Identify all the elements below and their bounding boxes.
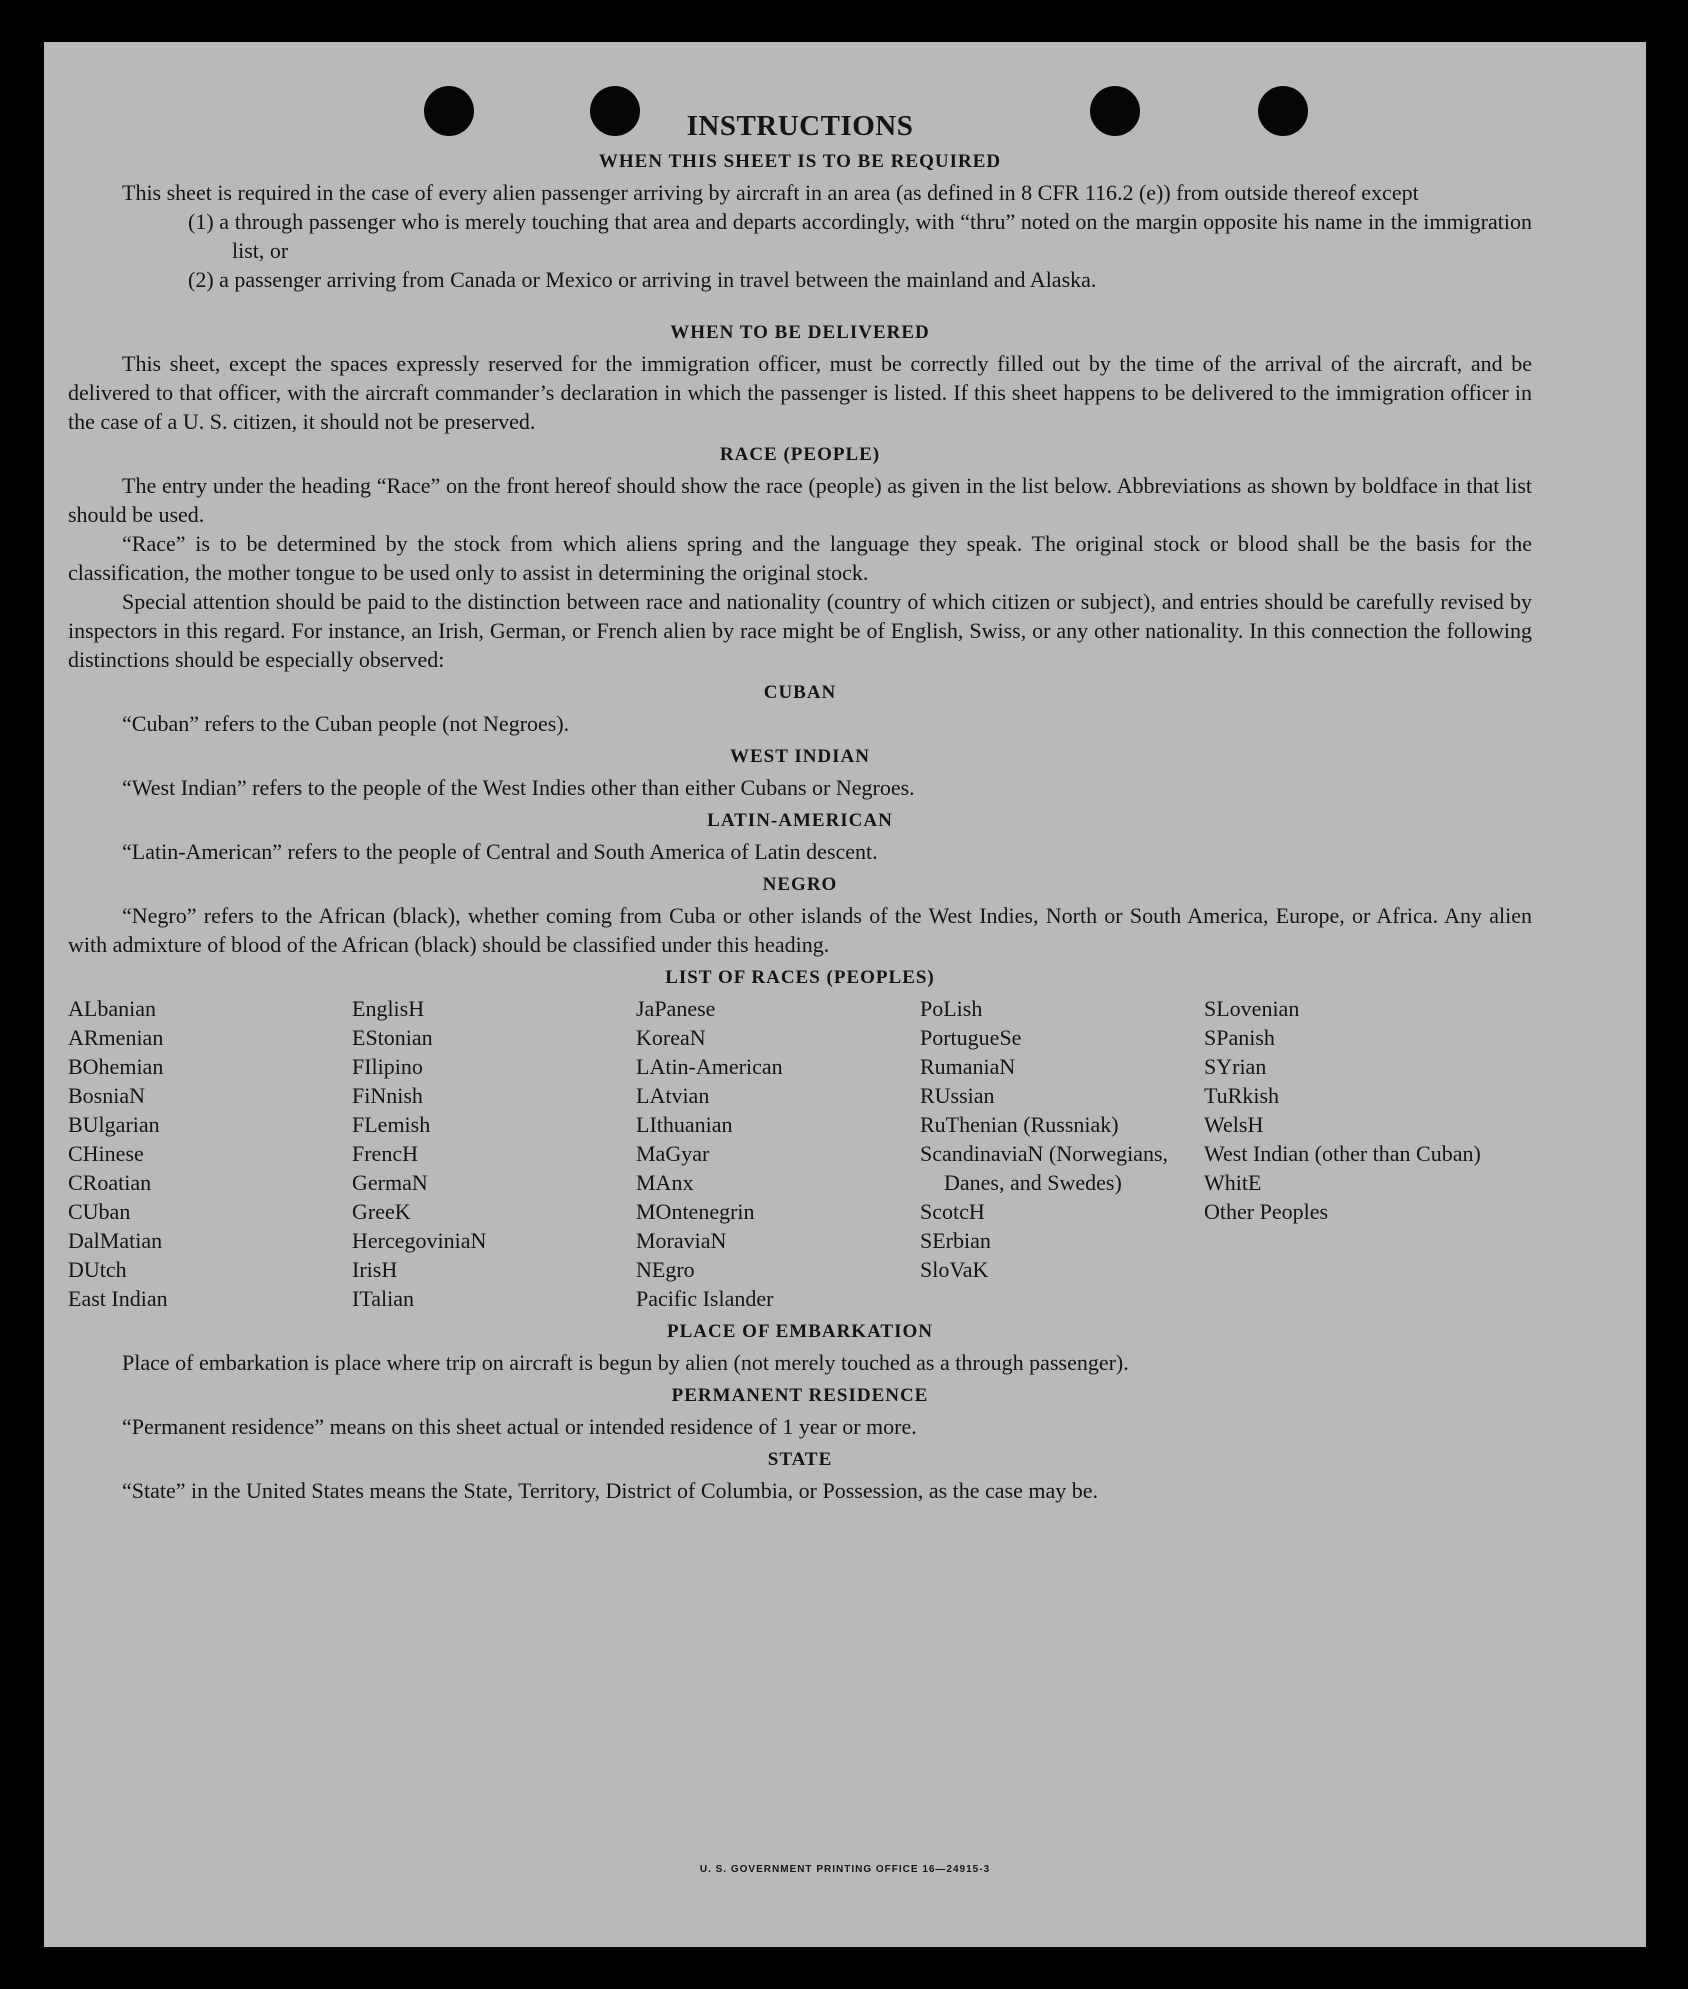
state-text: “State” in the United States means the State, Territory, District of Columbia, or Possession, as the case may be. bbox=[122, 1478, 1099, 1503]
race-entry: SloVaK bbox=[920, 1257, 989, 1282]
race-entry: EStonian bbox=[352, 1025, 433, 1050]
heading-list-of-races: LIST OF RACES (PEOPLES) bbox=[665, 967, 935, 988]
race-entry: CHinese bbox=[68, 1141, 144, 1166]
delivered-text: This sheet, except the spaces expressly reserved for the immigration officer, must be correctly filled out by the time of the arrival of the aircraft, and be delivered to that officer, with the aircraft commander’s declaration in which the passenger is listed. If this sheet happens to be delivered to the immigration officer in the case of a U. S. citizen, it should not be preserved. bbox=[68, 351, 1532, 434]
race-entry: West Indian (other than Cuban) bbox=[1204, 1141, 1481, 1166]
race-entry: FiNnish bbox=[352, 1083, 423, 1108]
race-entry: MaGyar bbox=[636, 1141, 710, 1166]
race-entry: East Indian bbox=[68, 1286, 168, 1311]
heading-when-required: WHEN THIS SHEET IS TO BE REQUIRED bbox=[598, 151, 1002, 172]
exceptions-list bbox=[188, 207, 1532, 294]
page-title: INSTRUCTIONS bbox=[686, 110, 914, 142]
race-entry: PortugueSe bbox=[920, 1025, 1022, 1050]
race-entry: ScotcH bbox=[920, 1199, 985, 1224]
race-entry: DalMatian bbox=[68, 1228, 163, 1253]
race-entry: HercegoviniaN bbox=[352, 1228, 487, 1253]
race-entry: SYrian bbox=[1204, 1054, 1267, 1079]
embarkation-text: Place of embarkation is place where trip on aircraft is begun by alien (not merely touched as a through passenger). bbox=[122, 1350, 1129, 1375]
west-indian-text: “West Indian” refers to the people of the West Indies other than either Cubans or Negroes. bbox=[122, 775, 915, 800]
race-column bbox=[352, 994, 636, 1313]
race-entry: SLovenian bbox=[1204, 996, 1300, 1021]
negro-text: “Negro” refers to the African (black), whether coming from Cuba or other islands of the West Indies, North or South America, Europe, or Africa. Any alien with admixture of blood of the African (black) should be classified under this heading. bbox=[68, 903, 1532, 957]
cuban-text: “Cuban” refers to the Cuban people (not Negroes). bbox=[122, 711, 570, 736]
heading-permanent-residence: PERMANENT RESIDENCE bbox=[671, 1385, 929, 1406]
heading-state: STATE bbox=[767, 1449, 833, 1470]
race-entry: GreeK bbox=[352, 1199, 411, 1224]
exception-item: (2) a passenger arriving from Canada or Mexico or arriving in travel between the mainland and Alaska. bbox=[188, 267, 1097, 292]
race-entry: FLemish bbox=[352, 1112, 431, 1137]
race-entry: DUtch bbox=[68, 1257, 127, 1282]
heading-latin-american: LATIN-AMERICAN bbox=[707, 810, 893, 831]
race-column bbox=[68, 994, 352, 1313]
race-column bbox=[1204, 994, 1488, 1313]
instruction-sheet bbox=[44, 42, 1646, 1947]
race-entry: JaPanese bbox=[636, 996, 716, 1021]
race-entry: BosniaN bbox=[68, 1083, 145, 1108]
race-entry: KoreaN bbox=[636, 1025, 706, 1050]
race-entry: PoLish bbox=[920, 996, 983, 1021]
race-paragraph: “Race” is to be determined by the stock from which aliens spring and the language they speak. The original stock or blood shall be the basis for the classification, the mother tongue to be used only to assist in determining the original stock. bbox=[68, 531, 1532, 585]
race-entry: WhitE bbox=[1204, 1170, 1262, 1195]
race-list bbox=[68, 994, 1532, 1313]
race-entry: GermaN bbox=[352, 1170, 428, 1195]
heading-negro: NEGRO bbox=[762, 874, 838, 895]
race-entry: TuRkish bbox=[1204, 1083, 1280, 1108]
race-entry: BUlgarian bbox=[68, 1112, 160, 1137]
race-entry: MOntenegrin bbox=[636, 1199, 755, 1224]
race-entry: FIlipino bbox=[352, 1054, 423, 1079]
race-entry: LIthuanian bbox=[636, 1112, 733, 1137]
residence-text: “Permanent residence” means on this sheet actual or intended residence of 1 year or more. bbox=[122, 1414, 917, 1439]
heading-cuban: CUBAN bbox=[763, 682, 837, 703]
race-paragraph: The entry under the heading “Race” on the front hereof should show the race (people) as given in the list below. Abbreviations as shown by boldface in that list should be used. bbox=[68, 473, 1532, 527]
race-entry: ALbanian bbox=[68, 996, 156, 1021]
race-column bbox=[920, 994, 1204, 1313]
race-entry: RuThenian (Russniak) bbox=[920, 1112, 1119, 1137]
race-entry: SErbian bbox=[920, 1228, 991, 1253]
race-entry: Pacific Islander bbox=[636, 1286, 774, 1311]
heading-race: RACE (PEOPLE) bbox=[719, 444, 881, 465]
race-entry: FrencH bbox=[352, 1141, 418, 1166]
race-entry: LAtin-American bbox=[636, 1054, 783, 1079]
document-body bbox=[68, 110, 1532, 1505]
race-entry: EnglisH bbox=[352, 996, 425, 1021]
race-entry: WelsH bbox=[1204, 1112, 1264, 1137]
race-paragraph: Special attention should be paid to the distinction between race and nationality (country of which citizen or subject), and entries should be carefully revised by inspectors in this regard. For instance, an Irish, German, or French alien by race might be of English, Swiss, or any other nationality. In this connection the following distinctions should be especially observed: bbox=[68, 589, 1532, 672]
race-entry: NEgro bbox=[636, 1257, 695, 1282]
race-entry: BOhemian bbox=[68, 1054, 164, 1079]
race-entry: ScandinaviaN (Norwegians, Danes, and Swedes) bbox=[920, 1141, 1169, 1195]
race-entry: IrisH bbox=[352, 1257, 398, 1282]
race-entry: Other Peoples bbox=[1204, 1199, 1329, 1224]
heading-when-delivered: WHEN TO BE DELIVERED bbox=[670, 322, 930, 343]
race-entry: SPanish bbox=[1204, 1025, 1275, 1050]
race-entry: MoraviaN bbox=[636, 1228, 727, 1253]
latin-american-text: “Latin-American” refers to the people of Central and South America of Latin descent. bbox=[122, 839, 878, 864]
heading-west-indian: WEST INDIAN bbox=[730, 746, 870, 767]
race-column bbox=[636, 994, 920, 1313]
exception-item: (1) a through passenger who is merely touching that area and departs accordingly, with “thru” noted on the margin opposite his name in the immigration list, or bbox=[188, 209, 1532, 263]
race-entry: ITalian bbox=[352, 1286, 414, 1311]
race-entry: LAtvian bbox=[636, 1083, 710, 1108]
printer-imprint: U. S. GOVERNMENT PRINTING OFFICE 16—24915-3 bbox=[699, 1864, 991, 1875]
race-entry: CRoatian bbox=[68, 1170, 152, 1195]
required-intro: This sheet is required in the case of every alien passenger arriving by aircraft in an area (as defined in 8 CFR 116.2 (e)) from outside thereof except bbox=[122, 180, 1419, 205]
race-entry: MAnx bbox=[636, 1170, 694, 1195]
heading-place-of-embarkation: PLACE OF EMBARKATION bbox=[667, 1321, 933, 1342]
race-entry: ARmenian bbox=[68, 1025, 164, 1050]
race-entry: CUban bbox=[68, 1199, 131, 1224]
race-entry: RumaniaN bbox=[920, 1054, 1016, 1079]
race-entry: RUssian bbox=[920, 1083, 995, 1108]
